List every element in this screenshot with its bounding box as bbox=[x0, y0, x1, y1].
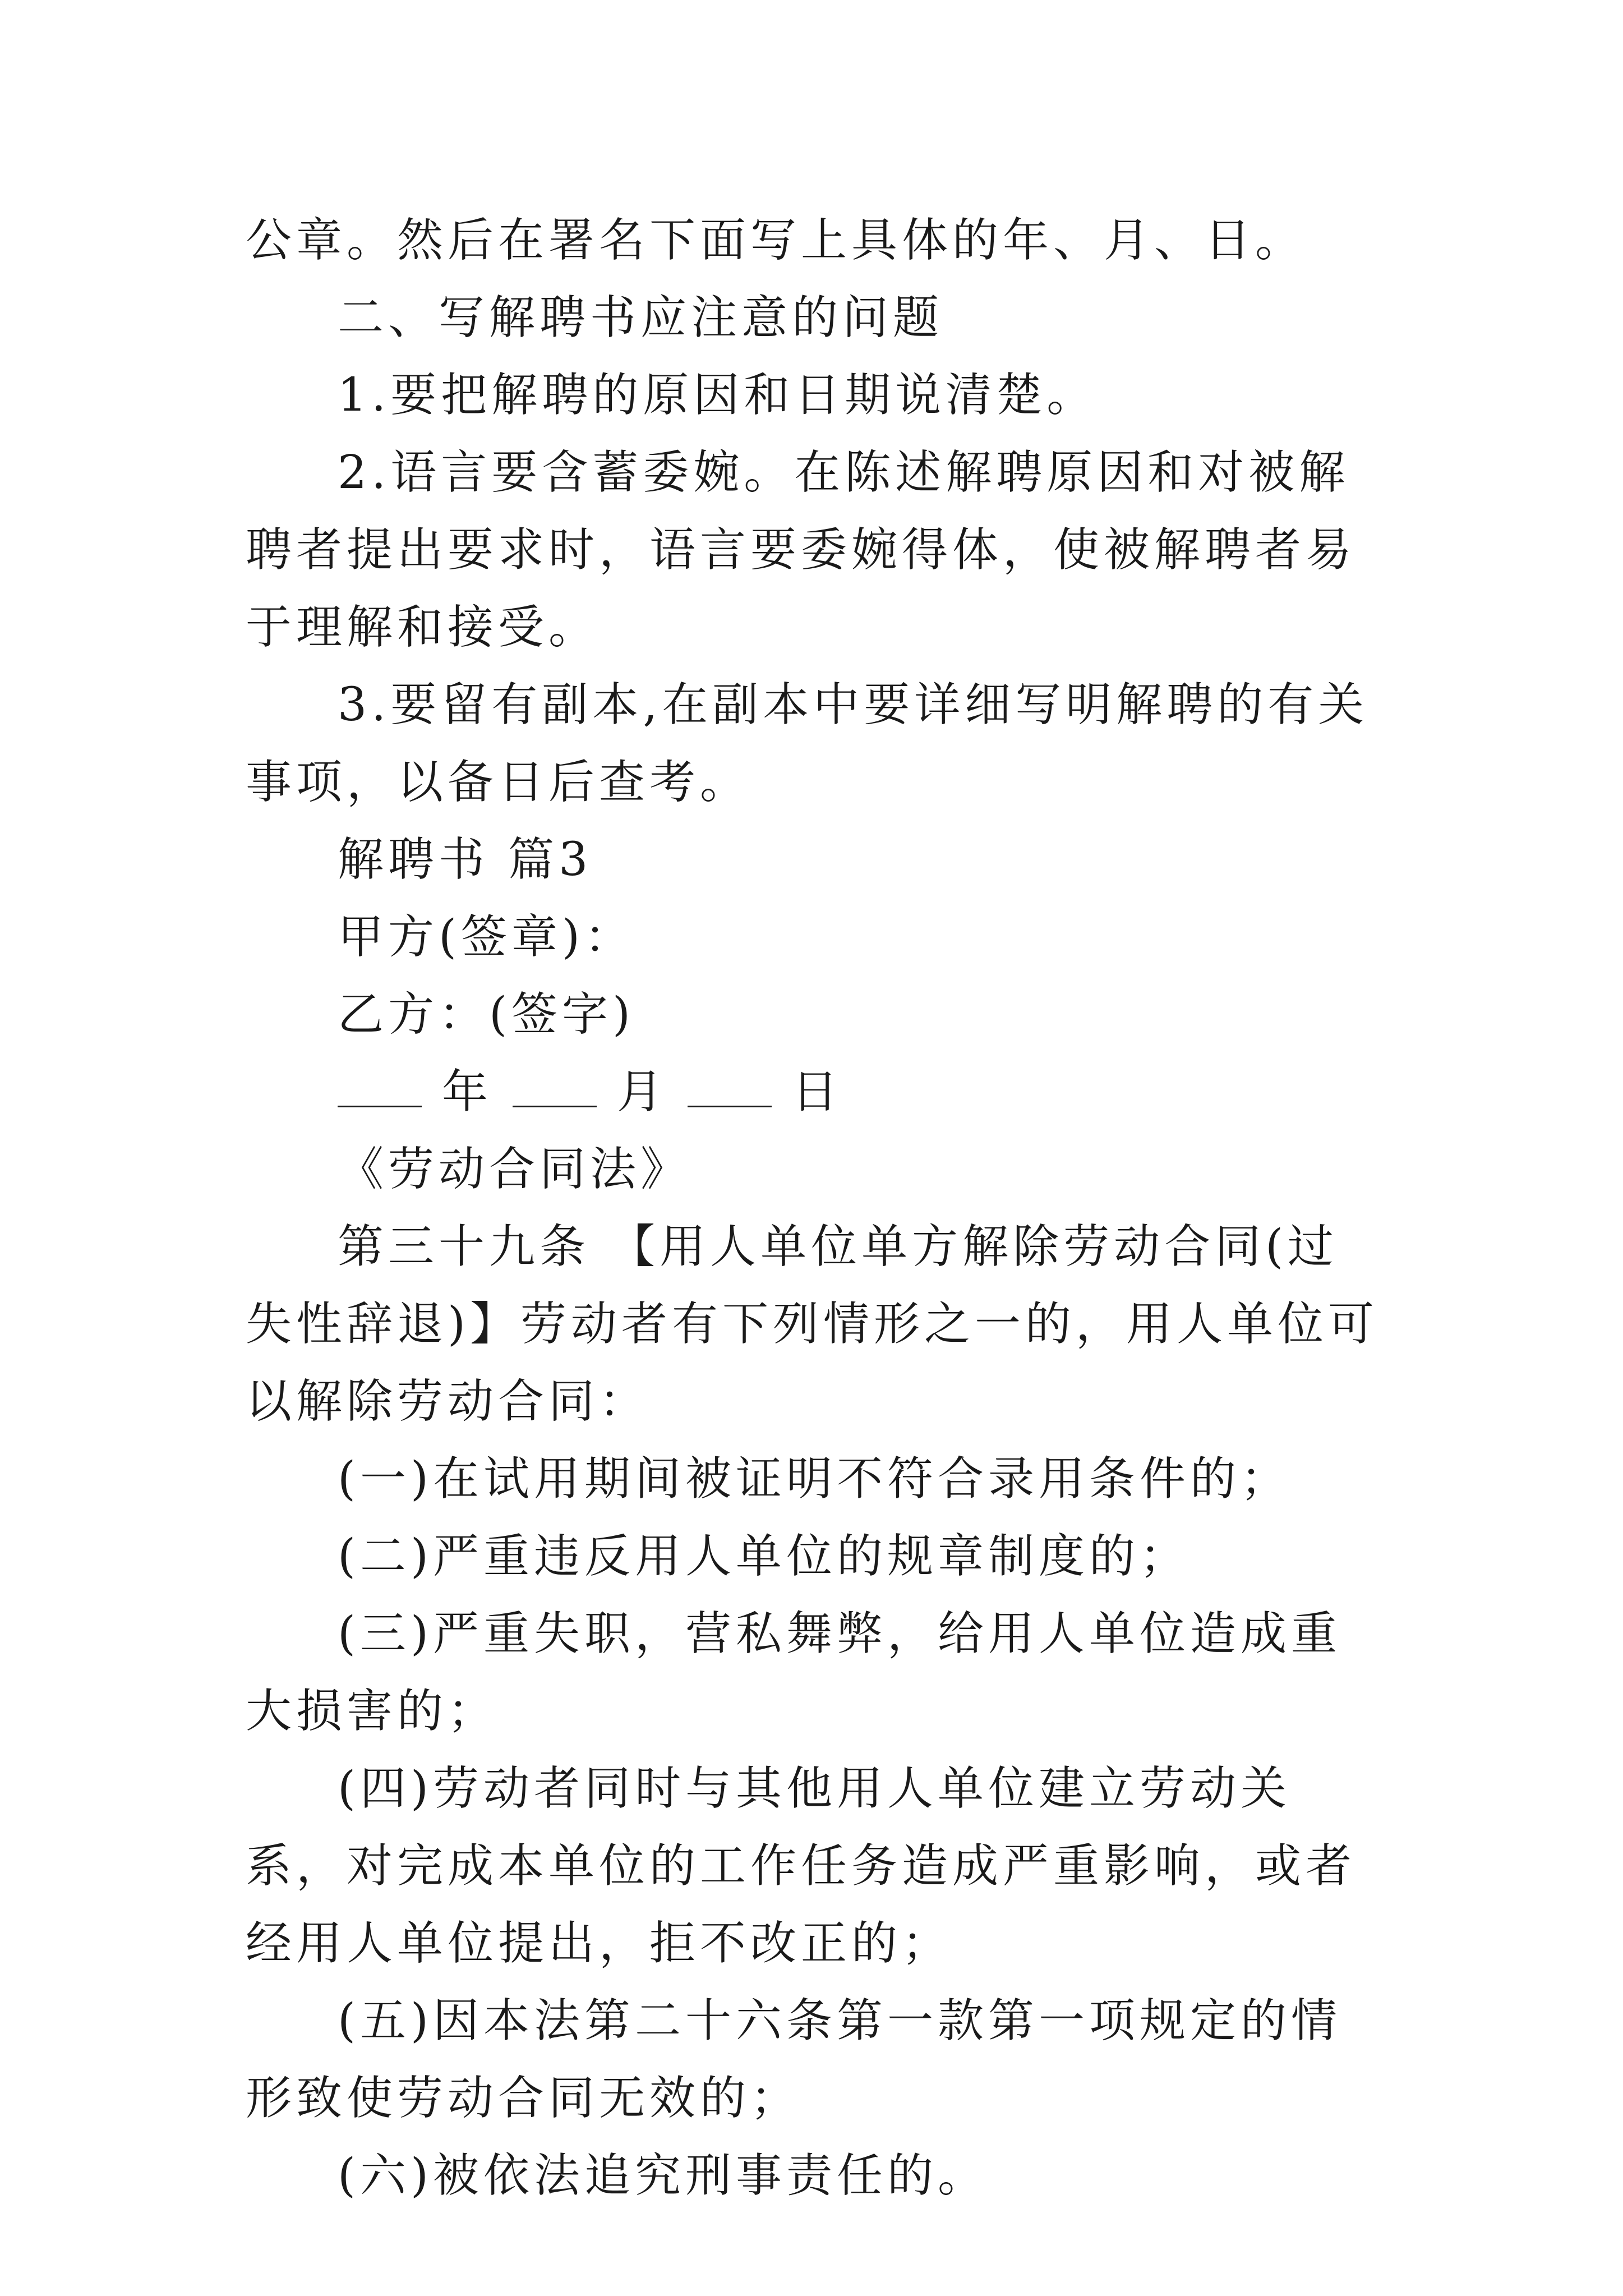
law-clause-5: (五)因本法第二十六条第一款第一项规定的情形致使劳动合同无效的； bbox=[246, 1994, 1341, 2125]
party-a-signature-line: 甲方(签章)： bbox=[338, 910, 635, 964]
paragraph-seal-date: 公章。然后在署名下面写上具体的年、月、日。 bbox=[246, 214, 1306, 267]
month-label: 月 bbox=[617, 1065, 668, 1119]
document-body bbox=[246, 202, 1383, 2215]
note-item-1: 1.要把解聘的原因和日期说清楚。 bbox=[338, 369, 1098, 422]
note-item-2: 2.语言要含蓄委婉。在陈述解聘原因和对被解聘者提出要求时，语言要委婉得体，使被解聘者易于理解和接受。 bbox=[246, 446, 1357, 654]
article-title: 解聘书 篇3 bbox=[338, 833, 593, 886]
date-line bbox=[246, 1053, 1383, 1131]
month-blank bbox=[513, 1066, 597, 1107]
year-label: 年 bbox=[442, 1065, 493, 1119]
law-title: 《劳动合同法》 bbox=[338, 1143, 691, 1196]
section-heading-notes: 二、写解聘书应注意的问题 bbox=[338, 291, 944, 344]
law-article-39: 第三十九条 【用人单位单方解除劳动合同(过失性辞退)】劳动者有下列情形之一的，用人单位可以解除劳动合同： bbox=[246, 1220, 1378, 1428]
party-b-signature-line: 乙方：(签字) bbox=[338, 988, 635, 1041]
day-blank bbox=[688, 1066, 772, 1107]
law-clause-1: (一)在试用期间被证明不符合录用条件的； bbox=[338, 1452, 1291, 1506]
law-clause-4: (四)劳动者同时与其他用人单位建立劳动关系，对完成本单位的工作任务造成严重影响，或者经用人单位提出，拒不改正的； bbox=[246, 1762, 1357, 1970]
law-clause-2: (二)严重违反用人单位的规章制度的； bbox=[338, 1530, 1190, 1583]
law-clause-3: (三)严重失职，营私舞弊，给用人单位造成重大损害的； bbox=[246, 1607, 1341, 1738]
law-clause-6: (六)被依法追究刑事责任的。 bbox=[338, 2149, 988, 2202]
day-label: 日 bbox=[792, 1065, 843, 1119]
note-item-3: 3.要留有副本,在副本中要详细写明解聘的有关事项，以备日后查考。 bbox=[246, 678, 1369, 809]
year-blank bbox=[338, 1066, 422, 1107]
